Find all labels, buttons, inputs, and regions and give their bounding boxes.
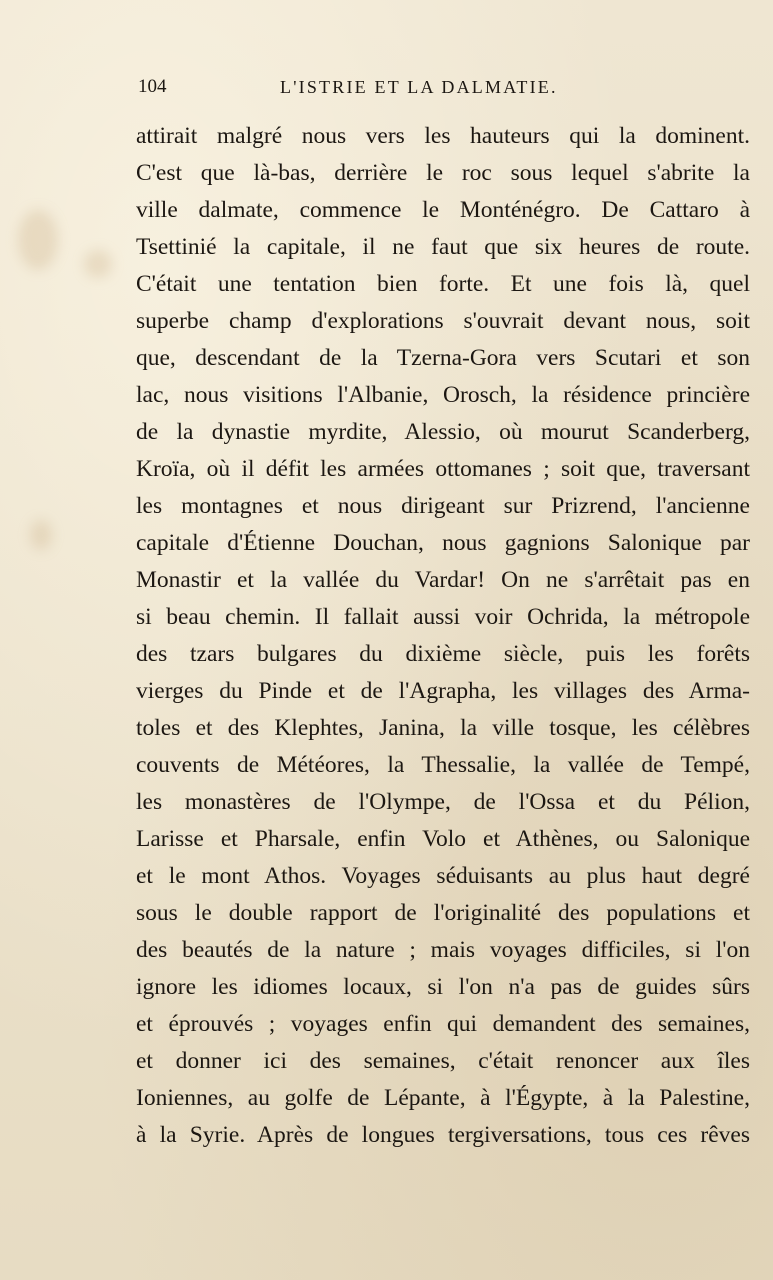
- page-header: [138, 76, 750, 102]
- text-line: et le mont Athos. Voyages séduisants au plus haut degré: [136, 863, 750, 889]
- text-line: couvents de Météores, la Thessalie, la vallée de Tempé,: [136, 752, 750, 778]
- text-line: attirait malgré nous vers les hauteurs qui la dominent.: [136, 123, 750, 149]
- text-line: et éprouvés ; voyages enfin qui demandent des semaines,: [136, 1011, 750, 1037]
- text-line: Kroïa, où il défit les armées ottomanes ; soit que, traversant: [136, 456, 750, 482]
- paper-stain: [18, 210, 58, 270]
- paper-stain: [30, 520, 52, 550]
- text-line: Ioniennes, au golfe de Lépante, à l'Égypte, à la Palestine,: [136, 1085, 750, 1111]
- text-line: Tsettinié la capitale, il ne faut que six heures de route.: [136, 234, 750, 260]
- text-line: toles et des Klephtes, Janina, la ville tosque, les célèbres: [136, 715, 750, 741]
- text-line: les montagnes et nous dirigeant sur Prizrend, l'ancienne: [136, 493, 750, 519]
- text-line: C'est que là-bas, derrière le roc sous lequel s'abrite la: [136, 160, 750, 186]
- paper-stain: [84, 250, 112, 278]
- text-line: vierges du Pinde et de l'Agrapha, les villages des Arma-: [136, 678, 750, 704]
- text-line: ignore les idiomes locaux, si l'on n'a pas de guides sûrs: [136, 974, 750, 1000]
- text-line: les monastères de l'Olympe, de l'Ossa et du Pélion,: [136, 789, 750, 815]
- text-line: ville dalmate, commence le Monténégro. De Cattaro à: [136, 197, 750, 223]
- text-line: des tzars bulgares du dixième siècle, puis les forêts: [136, 641, 750, 667]
- running-title: L'ISTRIE ET LA DALMATIE.: [280, 77, 558, 97]
- text-line: des beautés de la nature ; mais voyages difficiles, si l'on: [136, 937, 750, 963]
- text-line: que, descendant de la Tzerna-Gora vers Scutari et son: [136, 345, 750, 371]
- text-line: à la Syrie. Après de longues tergiversations, tous ces rêves: [136, 1122, 750, 1148]
- text-line: lac, nous visitions l'Albanie, Orosch, la résidence princière: [136, 382, 750, 408]
- text-line: si beau chemin. Il fallait aussi voir Ochrida, la métropole: [136, 604, 750, 630]
- text-line: capitale d'Étienne Douchan, nous gagnions Salonique par: [136, 530, 750, 556]
- text-line: sous le double rapport de l'originalité des populations et: [136, 900, 750, 926]
- body-text: [136, 118, 750, 1154]
- page-number: 104: [138, 76, 167, 97]
- text-line: et donner ici des semaines, c'était renoncer aux îles: [136, 1048, 750, 1074]
- text-line: superbe champ d'explorations s'ouvrait devant nous, soit: [136, 308, 750, 334]
- text-line: Larisse et Pharsale, enfin Volo et Athènes, ou Salonique: [136, 826, 750, 852]
- text-line: Monastir et la vallée du Vardar! On ne s'arrêtait pas en: [136, 567, 750, 593]
- text-line: de la dynastie myrdite, Alessio, où mourut Scanderberg,: [136, 419, 750, 445]
- text-line: C'était une tentation bien forte. Et une fois là, quel: [136, 271, 750, 297]
